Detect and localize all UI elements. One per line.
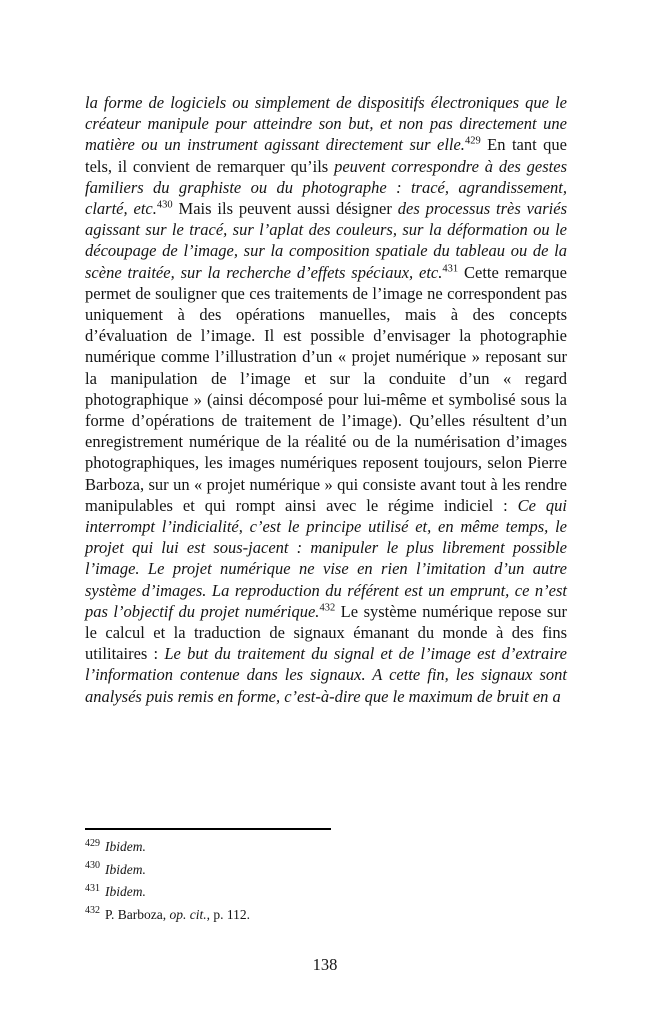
text-segment: la forme de logiciels ou simplement de dispositifs électroniques que le créateur manipule pour atteindre son but, et non pas directement une matière ou un instrument agissant directement sur elle. xyxy=(85,93,567,155)
footnote-ref: 429 xyxy=(464,135,481,147)
text-segment: op. cit. xyxy=(169,906,207,922)
footnote-item xyxy=(85,836,567,859)
footnote-item xyxy=(85,881,567,904)
footnote-item xyxy=(85,859,567,882)
footnote-number: 430 xyxy=(85,860,100,871)
text-segment: Mais ils peuvent aussi désigner xyxy=(172,199,398,219)
text-segment: P. Barboza, xyxy=(105,906,170,922)
text-segment: Le but du traitement du signal et de l’image est d’extraire l’information contenue dans les signaux. A cette fin, les signaux sont analysés puis remis en forme, c’est-à-dire que le maximum de bruit en a xyxy=(85,644,568,706)
text-segment: En tant que tels, il convient de remarquer qu’ils xyxy=(85,135,567,176)
page-number: 138 xyxy=(312,955,338,974)
text-segment: peuvent correspondre à des gestes familiers du graphiste ou du photographe : tracé, agrandissement, clarté, etc. xyxy=(85,156,568,219)
text-segment: Ibidem. xyxy=(105,861,146,877)
text-segment: Cette remarque permet de souligner que ces traitements de l’image ne correspondent pas uniquement à des opérations manuelles, mais à des concepts d’évaluation de l’image. Il est possible d’envisager la photographie numérique comme l’illustration d’un « projet numérique » reposant sur la manipulation de l’image et sur la conduite d’un « regard photographique » (ainsi décomposé pour lui-même et symbolisé sous la forme d’opérations de traitement de l’image). Qu’elles résultent d’un enregistrement numérique de la réalité ou de la numérisation d’images photographiques, les images numériques reposent toujours, selon Pierre Barboza, sur un « projet numérique » qui consiste avant tout à les rendre manipulables et qui rompt ainsi avec le régime indiciel : xyxy=(85,262,567,515)
text-segment: Ibidem. xyxy=(105,839,146,854)
text-segment: Ibidem. xyxy=(105,884,146,899)
footnote-ref: 432 xyxy=(319,602,336,614)
text-segment: des processus très variés agissant sur le tracé, sur l’aplat des couleurs, sur la déformation ou le découpage de l’image, sur la composition spatiale du tableau ou de la scène traitée, sur la recherche d’effets spéciaux, etc. xyxy=(85,199,568,282)
footnote-separator xyxy=(85,828,331,830)
text-segment: , p. 112. xyxy=(206,906,250,922)
text-segment: Ce qui interrompt l’indicialité, c’est le principe utilisé et, en même temps, le projet qui lui est sous-jacent : manipuler le plus librement possible l’image. Le projet numérique ne vise en rien l’imitation d’un autre système d’images. La reproduction du référent est un emprunt, ce n’est pas l’objectif du projet numérique. xyxy=(85,495,567,621)
body-paragraph xyxy=(85,92,567,707)
footnote-item xyxy=(85,904,567,927)
footnote-number: 432 xyxy=(85,905,100,916)
footnotes-section xyxy=(85,836,567,926)
footnote-number: 431 xyxy=(85,882,100,894)
footnote-ref: 430 xyxy=(156,199,173,211)
footnote-ref: 431 xyxy=(442,263,459,275)
footnote-number: 429 xyxy=(85,837,100,849)
text-segment: Le système numérique repose sur le calcul et la traduction de signaux émanant du monde à des fins utilitaires : xyxy=(85,601,567,664)
